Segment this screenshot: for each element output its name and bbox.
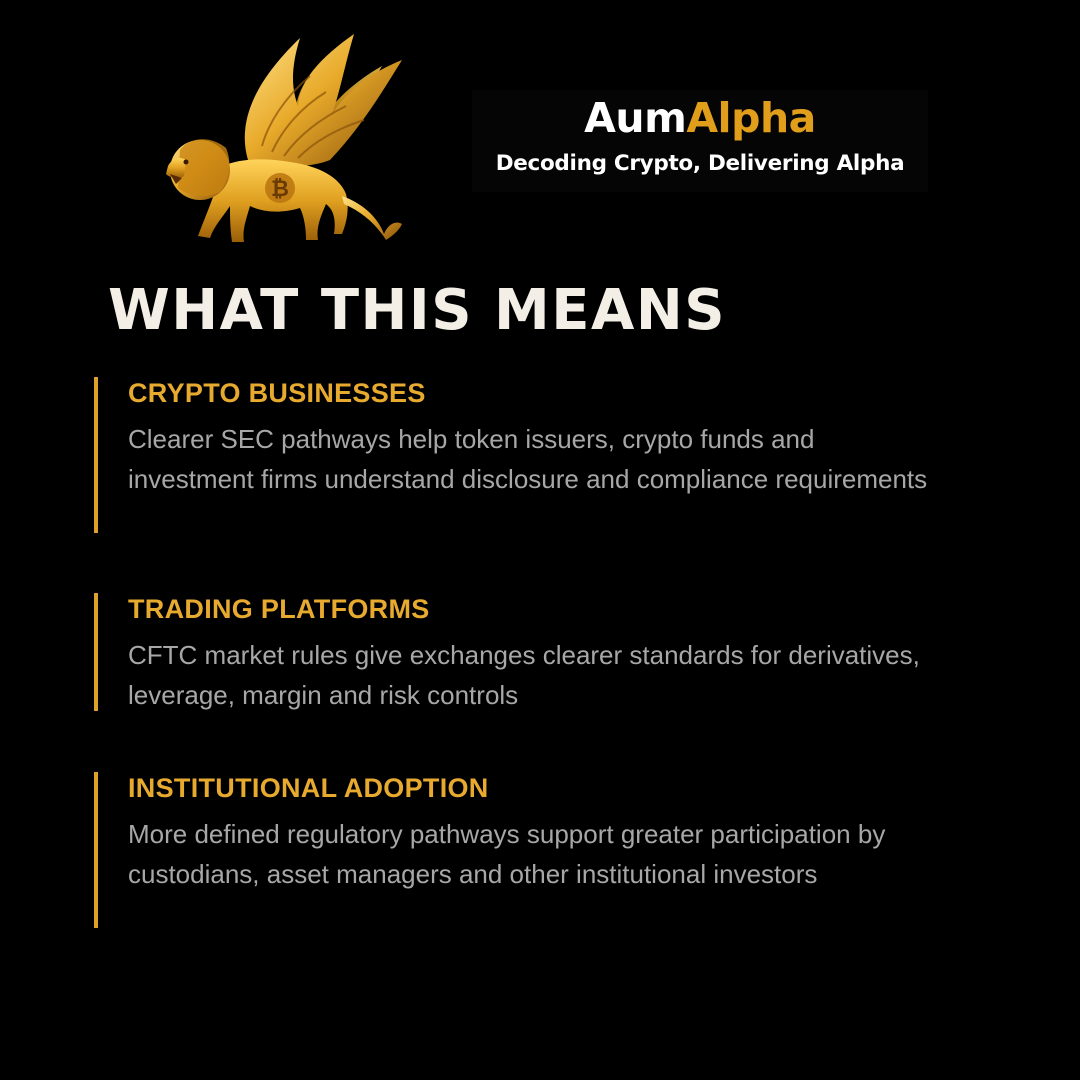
svg-text:₿: ₿	[271, 177, 289, 202]
section-institutional-adoption	[94, 772, 954, 928]
section-title: TRADING PLATFORMS	[128, 594, 430, 624]
section-crypto-businesses	[94, 377, 954, 533]
brand-name-part2: Alpha	[686, 94, 816, 142]
winged-lion-bitcoin-icon	[150, 28, 410, 258]
brand-tagline: Decoding Crypto, Delivering Alpha	[495, 151, 905, 176]
brand-block	[472, 90, 928, 192]
section-title: CRYPTO BUSINESSES	[128, 378, 426, 408]
section-trading-platforms	[94, 593, 954, 711]
brand-name	[472, 94, 928, 142]
section-body: Clearer SEC pathways help token issuers, crypto funds and investment firms understand disclosure and compliance requirements	[128, 424, 928, 494]
section-body: CFTC market rules give exchanges clearer standards for derivatives, leverage, margin and risk controls	[128, 640, 920, 710]
page-title: WHAT THIS MEANS	[108, 278, 727, 343]
brand-name-part1: Aum	[584, 94, 687, 142]
section-title: INSTITUTIONAL ADOPTION	[128, 773, 489, 803]
section-body: More defined regulatory pathways support greater participation by custodians, asset managers and other institutional investors	[128, 819, 886, 889]
